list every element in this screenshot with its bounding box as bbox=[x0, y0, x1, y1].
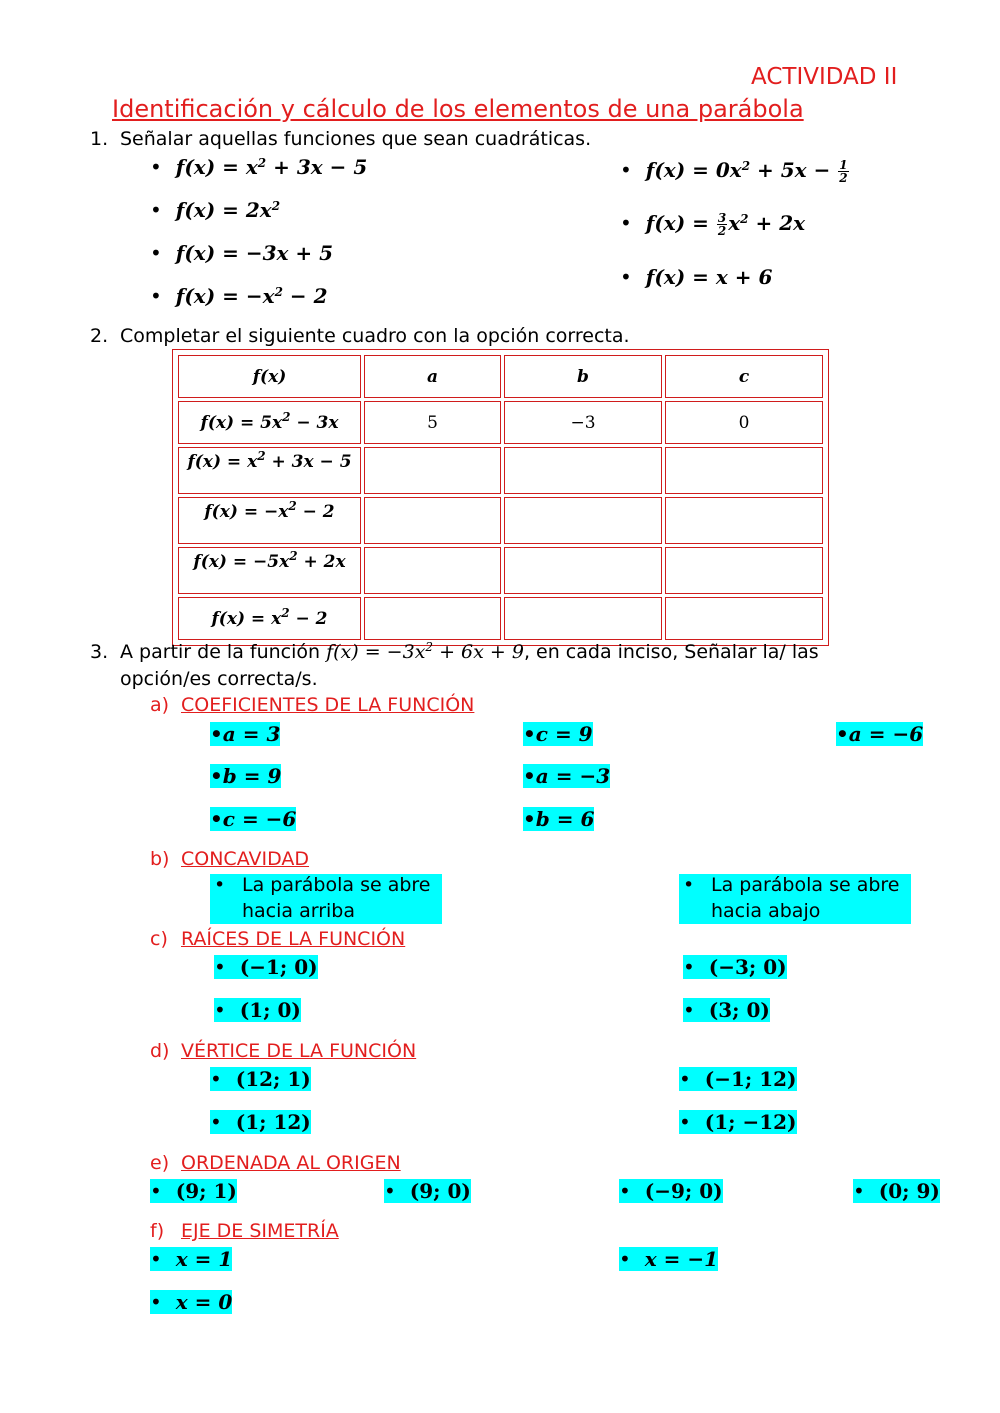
table-cell[interactable] bbox=[364, 547, 501, 594]
q1-option[interactable]: • $f(x) = -x^2 - 2$ bbox=[150, 284, 328, 308]
table-cell[interactable] bbox=[504, 447, 662, 494]
table-cell[interactable] bbox=[504, 497, 662, 544]
section-e-letter: e) bbox=[150, 1152, 170, 1174]
section-e-label: ORDENADA AL ORIGEN bbox=[181, 1152, 401, 1174]
page-title: Identificación y cálculo de los elementos de una parábola bbox=[112, 95, 804, 123]
section-b-label: CONCAVIDAD bbox=[181, 848, 310, 870]
symmetry-option[interactable]: • x = 1 bbox=[150, 1247, 233, 1271]
q1-option[interactable]: • $f(x) = 2x^2$ bbox=[150, 198, 281, 222]
table-header-cell: f(x) bbox=[178, 355, 361, 398]
vertex-option[interactable]: • (−1; 12) bbox=[679, 1067, 797, 1091]
table-cell[interactable] bbox=[364, 497, 501, 544]
coef-option[interactable]: •c = −6 bbox=[210, 807, 297, 831]
q1-option[interactable]: • f(x) = $\frac{3}{2}$ $x^2 + 2x$ bbox=[620, 211, 806, 238]
table-function-cell: $f(x) = -5x^2 + 2x$ bbox=[178, 547, 361, 594]
q1-option[interactable]: • f(x) = −3x + 5 bbox=[150, 241, 334, 265]
table-cell[interactable] bbox=[504, 597, 662, 640]
table-cell[interactable]: −3 bbox=[504, 401, 662, 444]
table-function-cell: $f(x) = x^2 + 3x - 5$ bbox=[178, 447, 361, 494]
table-row bbox=[178, 547, 823, 594]
roots-option[interactable]: • (−1; 0) bbox=[214, 955, 318, 979]
section-a-letter: a) bbox=[150, 694, 170, 716]
q3-text: A partir de la función $f(x) = -3x^2 + 6x + 9$, en cada inciso, Señalar la/ las bbox=[120, 640, 819, 663]
q2-text: Completar el siguiente cuadro con la opción correcta. bbox=[120, 325, 630, 347]
table-cell[interactable] bbox=[364, 447, 501, 494]
roots-option[interactable]: • (1; 0) bbox=[214, 998, 301, 1022]
section-a-label: COEFICIENTES DE LA FUNCIÓN bbox=[181, 694, 475, 716]
vertex-option[interactable]: • (1; 12) bbox=[210, 1110, 311, 1134]
intercept-option[interactable]: • (−9; 0) bbox=[619, 1179, 723, 1203]
section-f-letter: f) bbox=[150, 1220, 165, 1242]
table-cell[interactable] bbox=[364, 597, 501, 640]
intercept-option[interactable]: • (9; 0) bbox=[384, 1179, 471, 1203]
section-c-label: RAÍCES DE LA FUNCIÓN bbox=[181, 928, 406, 950]
section-f-label: EJE DE SIMETRÍA bbox=[181, 1220, 339, 1242]
coef-option[interactable]: •b = 6 bbox=[523, 807, 595, 831]
q1-option[interactable]: • $f(x) = 0x^2 + 5x$ − $\frac{1}{2}$ bbox=[620, 158, 848, 185]
table-cell[interactable] bbox=[665, 447, 823, 494]
section-d-letter: d) bbox=[150, 1040, 170, 1062]
coef-option[interactable]: •c = 9 bbox=[523, 722, 593, 746]
coef-option[interactable]: •a = 3 bbox=[210, 722, 281, 746]
concavity-option-down[interactable]: • La parábola se abre hacia abajo bbox=[679, 874, 911, 924]
table-function-cell: $f(x) = x^2 - 2$ bbox=[178, 597, 361, 640]
coefficients-table bbox=[172, 349, 829, 646]
table-cell[interactable] bbox=[504, 547, 662, 594]
table-header-cell: c bbox=[665, 355, 823, 398]
table-row bbox=[178, 447, 823, 494]
section-c-letter: c) bbox=[150, 928, 168, 950]
table-cell[interactable] bbox=[665, 497, 823, 544]
table-cell[interactable] bbox=[665, 597, 823, 640]
section-b-letter: b) bbox=[150, 848, 170, 870]
table-function-cell: $f(x) = 5x^2 - 3x$ bbox=[178, 401, 361, 444]
table-row bbox=[178, 497, 823, 544]
table-cell[interactable] bbox=[665, 547, 823, 594]
q1-number: 1. bbox=[90, 128, 109, 150]
table-header-row bbox=[178, 355, 823, 398]
coef-option[interactable]: •a = −6 bbox=[836, 722, 924, 746]
table-header-cell: b bbox=[504, 355, 662, 398]
q3-function: $f(x) = -3x^2 + 6x + 9$ bbox=[326, 640, 524, 663]
q1-option[interactable]: • f(x) = x + 6 bbox=[620, 265, 773, 289]
symmetry-option[interactable]: • x = −1 bbox=[619, 1247, 719, 1271]
table-header-cell: a bbox=[364, 355, 501, 398]
q1-option[interactable]: • $f(x) = x^2 + 3x - 5$ bbox=[150, 155, 368, 179]
vertex-option[interactable]: • (12; 1) bbox=[210, 1067, 311, 1091]
roots-option[interactable]: • (3; 0) bbox=[683, 998, 770, 1022]
table-row bbox=[178, 401, 823, 444]
table-row bbox=[178, 597, 823, 640]
symmetry-option[interactable]: • x = 0 bbox=[150, 1290, 233, 1314]
concavity-option-up[interactable]: • La parábola se abre hacia arriba bbox=[210, 874, 442, 924]
section-d-label: VÉRTICE DE LA FUNCIÓN bbox=[181, 1040, 417, 1062]
intercept-option[interactable]: • (9; 1) bbox=[150, 1179, 237, 1203]
q1-text: Señalar aquellas funciones que sean cuadráticas. bbox=[120, 128, 592, 150]
vertex-option[interactable]: • (1; −12) bbox=[679, 1110, 797, 1134]
q2-number: 2. bbox=[90, 325, 109, 347]
intercept-option[interactable]: • (0; 9) bbox=[853, 1179, 940, 1203]
table-cell[interactable]: 5 bbox=[364, 401, 501, 444]
q3-number: 3. bbox=[90, 641, 109, 663]
coef-option[interactable]: •a = −3 bbox=[523, 764, 611, 788]
table-function-cell: $f(x) = -x^2 - 2$ bbox=[178, 497, 361, 544]
roots-option[interactable]: • (−3; 0) bbox=[683, 955, 787, 979]
coef-option[interactable]: •b = 9 bbox=[210, 764, 282, 788]
activity-label: ACTIVIDAD II bbox=[751, 64, 898, 90]
table-cell[interactable]: 0 bbox=[665, 401, 823, 444]
q3-text-cont: opción/es correcta/s. bbox=[120, 668, 318, 690]
